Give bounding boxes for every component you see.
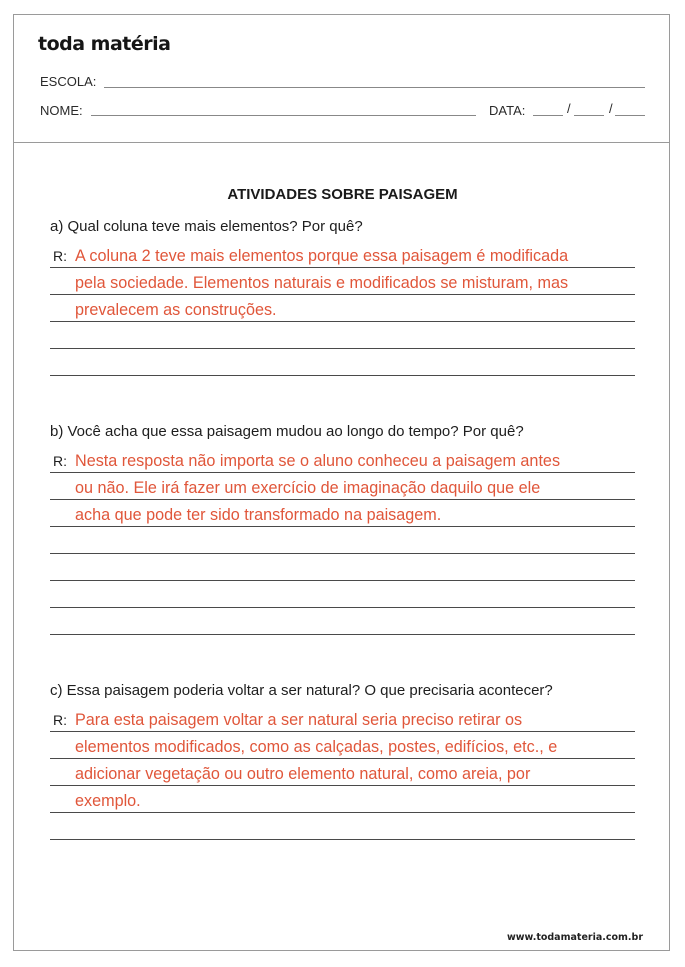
answer-rule — [50, 758, 635, 759]
question-b: b) Você acha que essa paisagem mudou ao longo do tempo? Por quê? — [50, 423, 524, 440]
name-label: NOME: — [40, 103, 83, 118]
answer-rule — [50, 580, 635, 581]
answer-line: prevalecem as construções. — [75, 301, 277, 319]
date-day-field[interactable] — [533, 115, 563, 116]
answer-rule — [50, 499, 635, 500]
school-label: ESCOLA: — [40, 74, 97, 89]
answer-line: elementos modificados, como as calçadas, postes, edifícios, etc., e — [75, 738, 558, 756]
answer-line: adicionar vegetação ou outro elemento natural, como areia, por — [75, 765, 531, 783]
answer-rule — [50, 348, 635, 349]
answer-rule — [50, 267, 635, 268]
answer-rule — [50, 526, 635, 527]
answer-rule — [50, 321, 635, 322]
answer-prefix: R: — [53, 248, 67, 264]
answer-line: pela sociedade. Elementos naturais e modificados se misturam, mas — [75, 274, 569, 292]
question-c: c) Essa paisagem poderia voltar a ser natural? O que precisaria acontecer? — [50, 682, 553, 699]
page-title: ATIVIDADES SOBRE PAISAGEM — [227, 186, 458, 203]
date-year-field[interactable] — [615, 115, 645, 116]
answer-line: Para esta paisagem voltar a ser natural seria preciso retirar os — [75, 711, 523, 729]
date-label: DATA: — [489, 103, 526, 118]
answer-rule — [50, 731, 635, 732]
answer-line: Nesta resposta não importa se o aluno conheceu a paisagem antes — [75, 452, 561, 470]
logo: toda matéria — [38, 33, 171, 55]
header-divider — [13, 142, 670, 143]
question-a: a) Qual coluna teve mais elementos? Por quê? — [50, 218, 363, 235]
answer-rule — [50, 812, 635, 813]
answer-rule — [50, 472, 635, 473]
date-separator: / — [567, 101, 571, 116]
school-field[interactable] — [104, 87, 645, 88]
footer-url: www.todamateria.com.br — [506, 932, 643, 943]
answer-prefix: R: — [53, 453, 67, 469]
date-month-field[interactable] — [574, 115, 604, 116]
answer-rule — [50, 375, 635, 376]
answer-line: exemplo. — [75, 792, 141, 810]
answer-rule — [50, 839, 635, 840]
date-separator: / — [609, 101, 613, 116]
answer-rule — [50, 294, 635, 295]
answer-line: ou não. Ele irá fazer um exercício de imaginação daquilo que ele — [75, 479, 541, 497]
answer-rule — [50, 785, 635, 786]
answer-rule — [50, 607, 635, 608]
answer-rule — [50, 634, 635, 635]
name-field[interactable] — [91, 115, 476, 116]
answer-rule — [50, 553, 635, 554]
answer-line: acha que pode ter sido transformado na paisagem. — [75, 506, 442, 524]
answer-line: A coluna 2 teve mais elementos porque essa paisagem é modificada — [75, 247, 569, 265]
answer-prefix: R: — [53, 712, 67, 728]
